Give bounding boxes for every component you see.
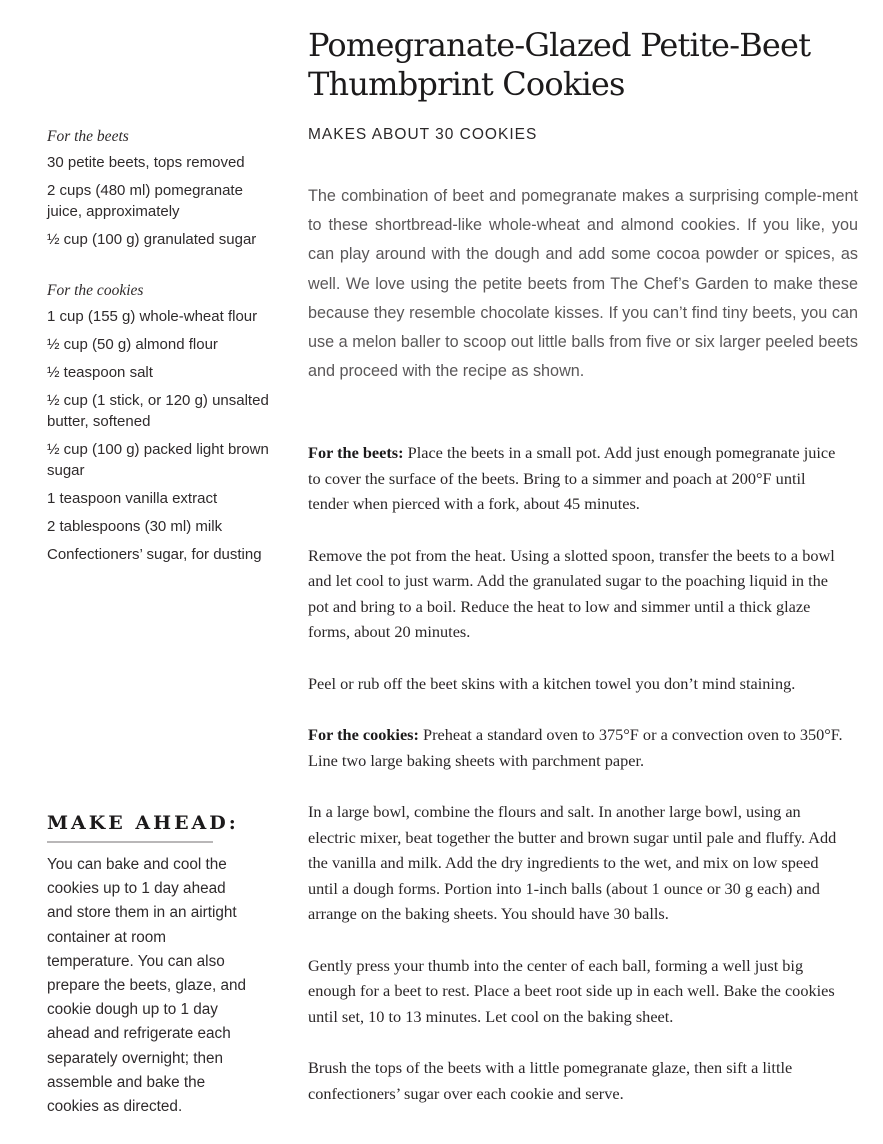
step-text: Brush the tops of the beets with a little pomegranate glaze, then sift a little confectioners’ sugar over each cookie and serve.	[308, 1058, 793, 1103]
ingredient-group-beets	[47, 127, 272, 257]
step-text: Place the beets in a small pot. Add just enough pomegranate juice to cover the surface of the beets. Bring to a simmer and poach at 200°F until tender when pierced with a fork, about 45 minutes.	[308, 443, 836, 513]
step-text: Peel or rub off the beet skins with a kitchen towel you don’t mind staining.	[308, 673, 796, 693]
recipe-yield: MAKES ABOUT 30 COOKIES	[308, 126, 538, 143]
step-lead: For the beets:	[308, 443, 404, 462]
recipe-title	[308, 26, 868, 104]
ingredient-item: 2 cups (480 ml) pomegranate juice, approximately	[47, 182, 243, 220]
method-step	[308, 1055, 848, 1106]
method-step	[308, 953, 848, 1030]
step-lead: For the cookies:	[308, 725, 419, 744]
method-steps	[308, 440, 848, 1132]
ingredient-item: 30 petite beets, tops removed	[47, 154, 245, 171]
step-text: In a large bowl, combine the flours and salt. In another large bowl, using an electric mixer, beat together the butter and brown sugar until pale and fluffy. Add the vanilla and milk. Add the dry ingredients to the wet, and mix on low speed until a dough forms. Portion into 1-inch balls (about 1 ounce or 30 g each) and arrange on the baking sheets. You should have 30 balls.	[308, 802, 837, 923]
step-text: Preheat a standard oven to 375°F or a convection oven to 350°F. Line two large baking sheets with parchment paper.	[308, 725, 843, 770]
recipe-title-line-2: Thumbprint Cookies	[308, 65, 625, 103]
ingredient-item: 1 teaspoon vanilla extract	[47, 490, 218, 507]
method-step	[308, 671, 848, 697]
method-step	[308, 799, 848, 927]
method-step	[308, 440, 848, 517]
ingredient-item: ½ cup (100 g) granulated sugar	[47, 231, 257, 248]
make-ahead-box	[47, 810, 247, 1119]
make-ahead-text: You can bake and cool the cookies up to 1 day ahead and store them in an airtight container at room temperature. You can also prepare the beets, glaze, and cookie dough up to 1 day ahead and refrigerate each separately overnight; then assemble and bake the cookies as directed.	[47, 856, 247, 1116]
ingredient-group-heading: For the beets	[47, 128, 129, 145]
make-ahead-title: MAKE AHEAD:	[47, 812, 239, 834]
ingredient-item: ½ cup (100 g) packed light brown sugar	[47, 441, 269, 479]
ingredient-item: ½ teaspoon salt	[47, 364, 153, 381]
ingredient-item: ½ cup (50 g) almond flour	[47, 336, 218, 353]
make-ahead-divider	[47, 841, 213, 843]
ingredient-item: 1 cup (155 g) whole-wheat flour	[47, 308, 258, 325]
recipe-title-line-1: Pomegranate-Glazed Petite-Beet	[308, 26, 811, 64]
method-step	[308, 543, 848, 645]
ingredient-item: 2 tablespoons (30 ml) milk	[47, 518, 223, 535]
step-text: Remove the pot from the heat. Using a slotted spoon, transfer the beets to a bowl and let cool to just warm. Add the granulated sugar to the poaching liquid in the pot and bring to a boil. Reduce the heat to low and simmer until a thick glaze forms, about 20 minutes.	[308, 545, 835, 641]
ingredient-group-heading: For the cookies	[47, 282, 144, 299]
ingredient-item: ½ cup (1 stick, or 120 g) unsalted butter, softened	[47, 392, 269, 430]
step-text: Gently press your thumb into the center of each ball, forming a well just big enough for a beet to rest. Place a beet root side up in each well. Bake the cookies until set, 10 to 13 minutes. Let cool on the baking sheet.	[308, 955, 835, 1026]
recipe-intro: The combination of beet and pomegranate makes a surprising comple-ment to these shortbread-like whole-wheat and almond cookies. If you like, you can play around with the dough and add some cocoa powder or spices, as well. We love using the petite beets from The Chef’s Garden to make these because they resemble chocolate kisses. If you can’t find tiny beets, you can use a melon baller to scoop out little balls from five or six larger peeled beets and proceed with the recipe as shown.	[308, 187, 858, 381]
ingredient-item: Confectioners’ sugar, for dusting	[47, 546, 262, 563]
ingredient-group-cookies	[47, 281, 272, 572]
method-step	[308, 722, 848, 773]
